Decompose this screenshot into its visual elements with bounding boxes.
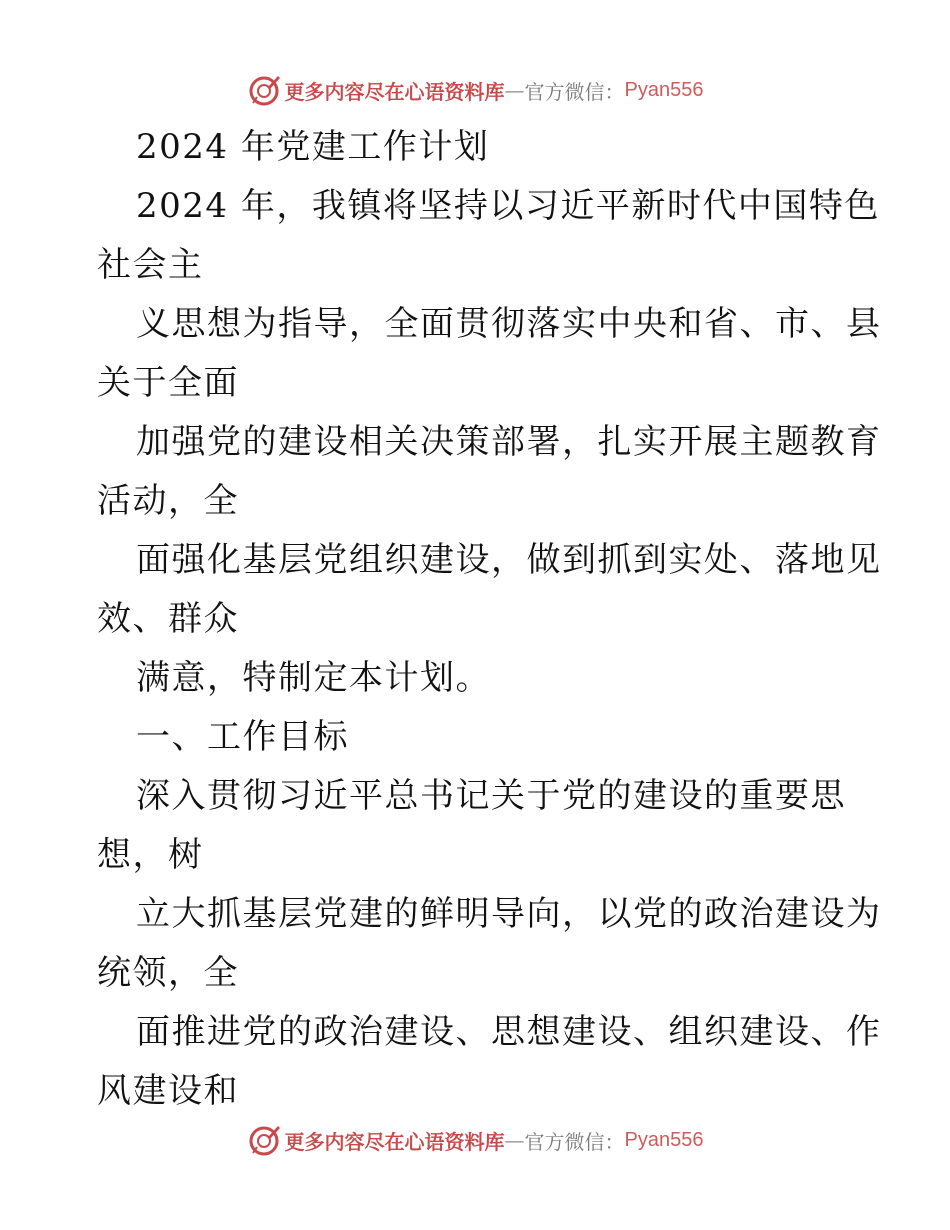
document-body bbox=[97, 118, 882, 1121]
text-line: 面强化基层党组织建设，做到抓到实处、落地见 bbox=[136, 540, 882, 580]
watermark-dash: — bbox=[504, 78, 525, 102]
watermark-red-text: 更多内容尽在心语资料库 bbox=[284, 1129, 505, 1154]
text-line: 风建设和 bbox=[97, 1071, 239, 1111]
watermark-gray-text: 官方微信： bbox=[524, 1129, 625, 1154]
text-line: 社会主 bbox=[97, 245, 204, 285]
text-line: 加强党的建设相关决策部署，扎实开展主题教育 bbox=[136, 422, 882, 462]
text-line: 想，树 bbox=[97, 835, 204, 875]
watermark-wechat-id: Pyan556 bbox=[624, 1128, 704, 1151]
text-line: 效、群众 bbox=[97, 599, 239, 639]
pen-nib-circle-logo-icon bbox=[247, 73, 281, 107]
pen-nib-circle-logo-icon bbox=[247, 1123, 281, 1157]
document-title: 2024 年党建工作计划 bbox=[136, 127, 490, 167]
watermark-wechat-id: Pyan556 bbox=[624, 78, 704, 101]
text-line: 统领，全 bbox=[97, 953, 239, 993]
footer-watermark bbox=[0, 1120, 950, 1160]
text-line: 义思想为指导，全面贯彻落实中央和省、市、县 bbox=[136, 304, 882, 344]
text-line: 面推进党的政治建设、思想建设、组织建设、作 bbox=[136, 1012, 882, 1052]
text-line: 深入贯彻习近平总书记关于党的建设的重要思 bbox=[136, 776, 846, 816]
watermark-red-text: 更多内容尽在心语资料库 bbox=[284, 79, 505, 104]
text-line: 立大抓基层党建的鲜明导向，以党的政治建设为 bbox=[136, 894, 882, 934]
section-heading: 一、工作目标 bbox=[136, 717, 349, 757]
text-line: 2024 年，我镇将坚持以习近平新时代中国特色 bbox=[136, 186, 880, 226]
watermark-dash: — bbox=[504, 1128, 525, 1152]
text-line: 活动，全 bbox=[97, 481, 239, 521]
text-line: 满意，特制定本计划。 bbox=[136, 658, 491, 698]
header-watermark bbox=[0, 70, 950, 110]
watermark-gray-text: 官方微信： bbox=[524, 79, 625, 104]
text-line: 关于全面 bbox=[97, 363, 239, 403]
